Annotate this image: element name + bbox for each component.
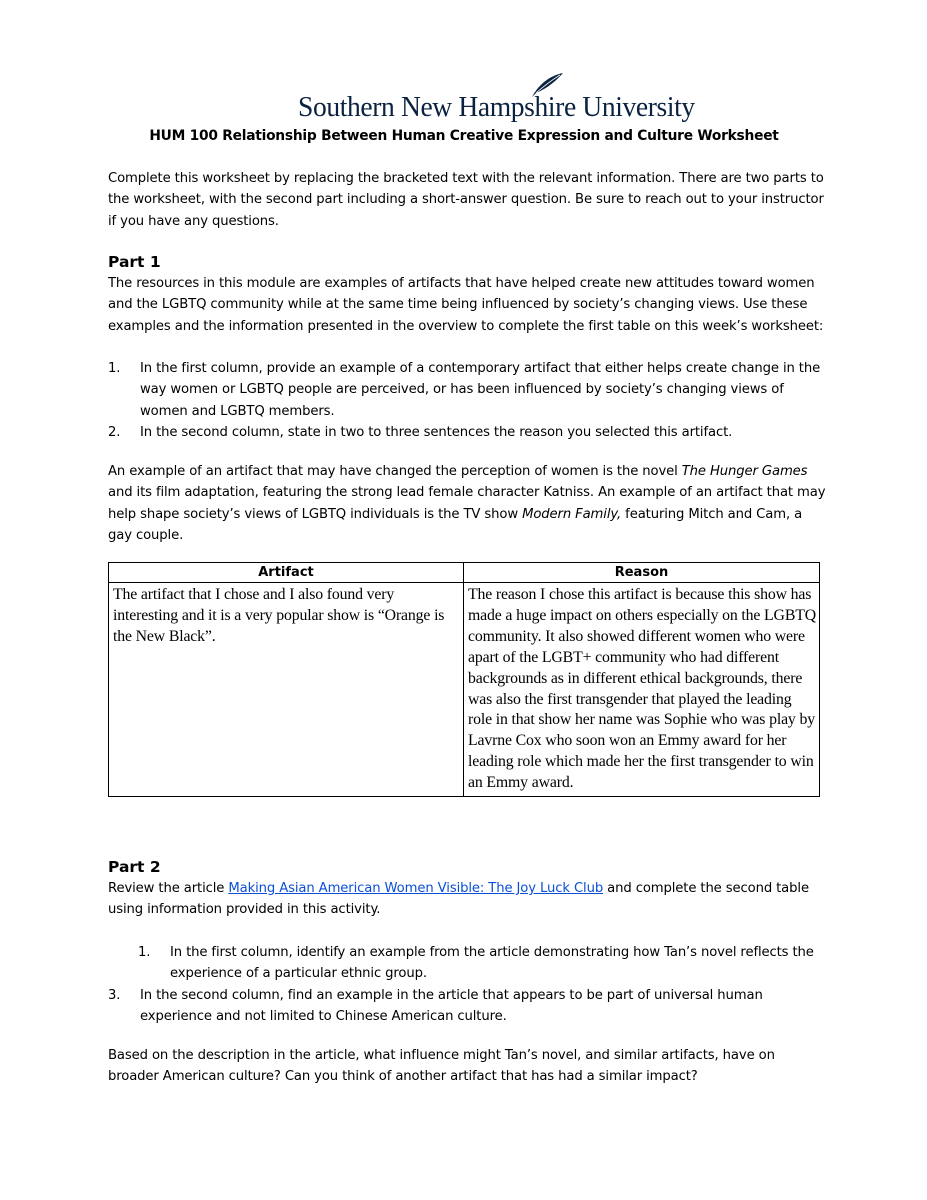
list-item: 1. In the first column, provide an example of a contemporary artifact that either helps create change in the way women or LGBTQ people are perceived, or has been influenced by society’s changing views of women and LGBTQ members. xyxy=(108,361,821,419)
list-item: 1. In the first column, identify an example from the article demonstrating how Tan’s novel reflects the experience of a particular ethnic group. xyxy=(138,945,814,982)
table-row xyxy=(109,583,820,797)
logo-wordmark: Southern New Hampshire University xyxy=(298,91,695,123)
intro-paragraph: Complete this worksheet by replacing the bracketed text with the relevant information. There are two parts to the worksheet, with the second part including a short-answer question. Be sure to reach out to your instructor if you have any questions. xyxy=(108,171,824,229)
artifact-reason-table xyxy=(108,562,820,797)
part2-review-paragraph: Review the article Making Asian American Women Visible: The Joy Luck Club and complete the second table using information provided in this activity. xyxy=(108,881,809,918)
part1-heading: Part 1 xyxy=(108,253,161,271)
part2-question-paragraph: Based on the description in the article, what influence might Tan’s novel, and similar artifacts, have on broader American culture? Can you think of another artifact that has had a similar impact? xyxy=(108,1048,775,1085)
part2-list xyxy=(108,942,828,1027)
reason-column-header: Reason xyxy=(464,563,820,583)
part1-paragraph: The resources in this module are examples of artifacts that have helped create new attitudes toward women and the LGBTQ community while at the same time being influenced by society’s changing views. Use these examples and the information presented in the overview to complete the first table on this week’s worksheet: xyxy=(108,276,824,334)
article-link[interactable]: Making Asian American Women Visible: The Joy Luck Club xyxy=(228,881,604,896)
list-item: 3. In the second column, find an example in the article that appears to be part of universal human experience and not limited to Chinese American culture. xyxy=(108,987,763,1024)
part1-list xyxy=(108,358,828,443)
part2-heading: Part 2 xyxy=(108,858,161,876)
worksheet-title: HUM 100 Relationship Between Human Creative Expression and Culture Worksheet xyxy=(149,128,779,144)
artifact-column-header: Artifact xyxy=(109,563,464,583)
university-logo xyxy=(298,72,695,124)
part1-example-paragraph: An example of an artifact that may have changed the perception of women is the novel The Hunger Games and its film adaptation, featuring the strong lead female character Katniss. An example of an artifact that may help shape society’s views of LGBTQ individuals is the TV show Modern Family, featuring Mitch and Cam, a gay couple. xyxy=(108,464,826,543)
artifact-cell[interactable]: The artifact that I chose and I also found very interesting and it is a very popular show is “Orange is the New Black”. xyxy=(109,583,464,797)
list-item: 2. In the second column, state in two to three sentences the reason you selected this artifact. xyxy=(108,424,733,440)
reason-cell[interactable]: The reason I chose this artifact is because this show has made a huge impact on others especially on the LGBTQ community. It also showed different women who were apart of the LGBT+ community who had different backgrounds as in different ethical backgrounds, there was also the first transgender that played the leading role in that show her name was Sophie who was play by Lavrne Cox who soon won an Emmy award for her leading role which made her the first transgender to win an Emmy award. xyxy=(464,583,820,797)
table-header-row xyxy=(109,563,820,583)
